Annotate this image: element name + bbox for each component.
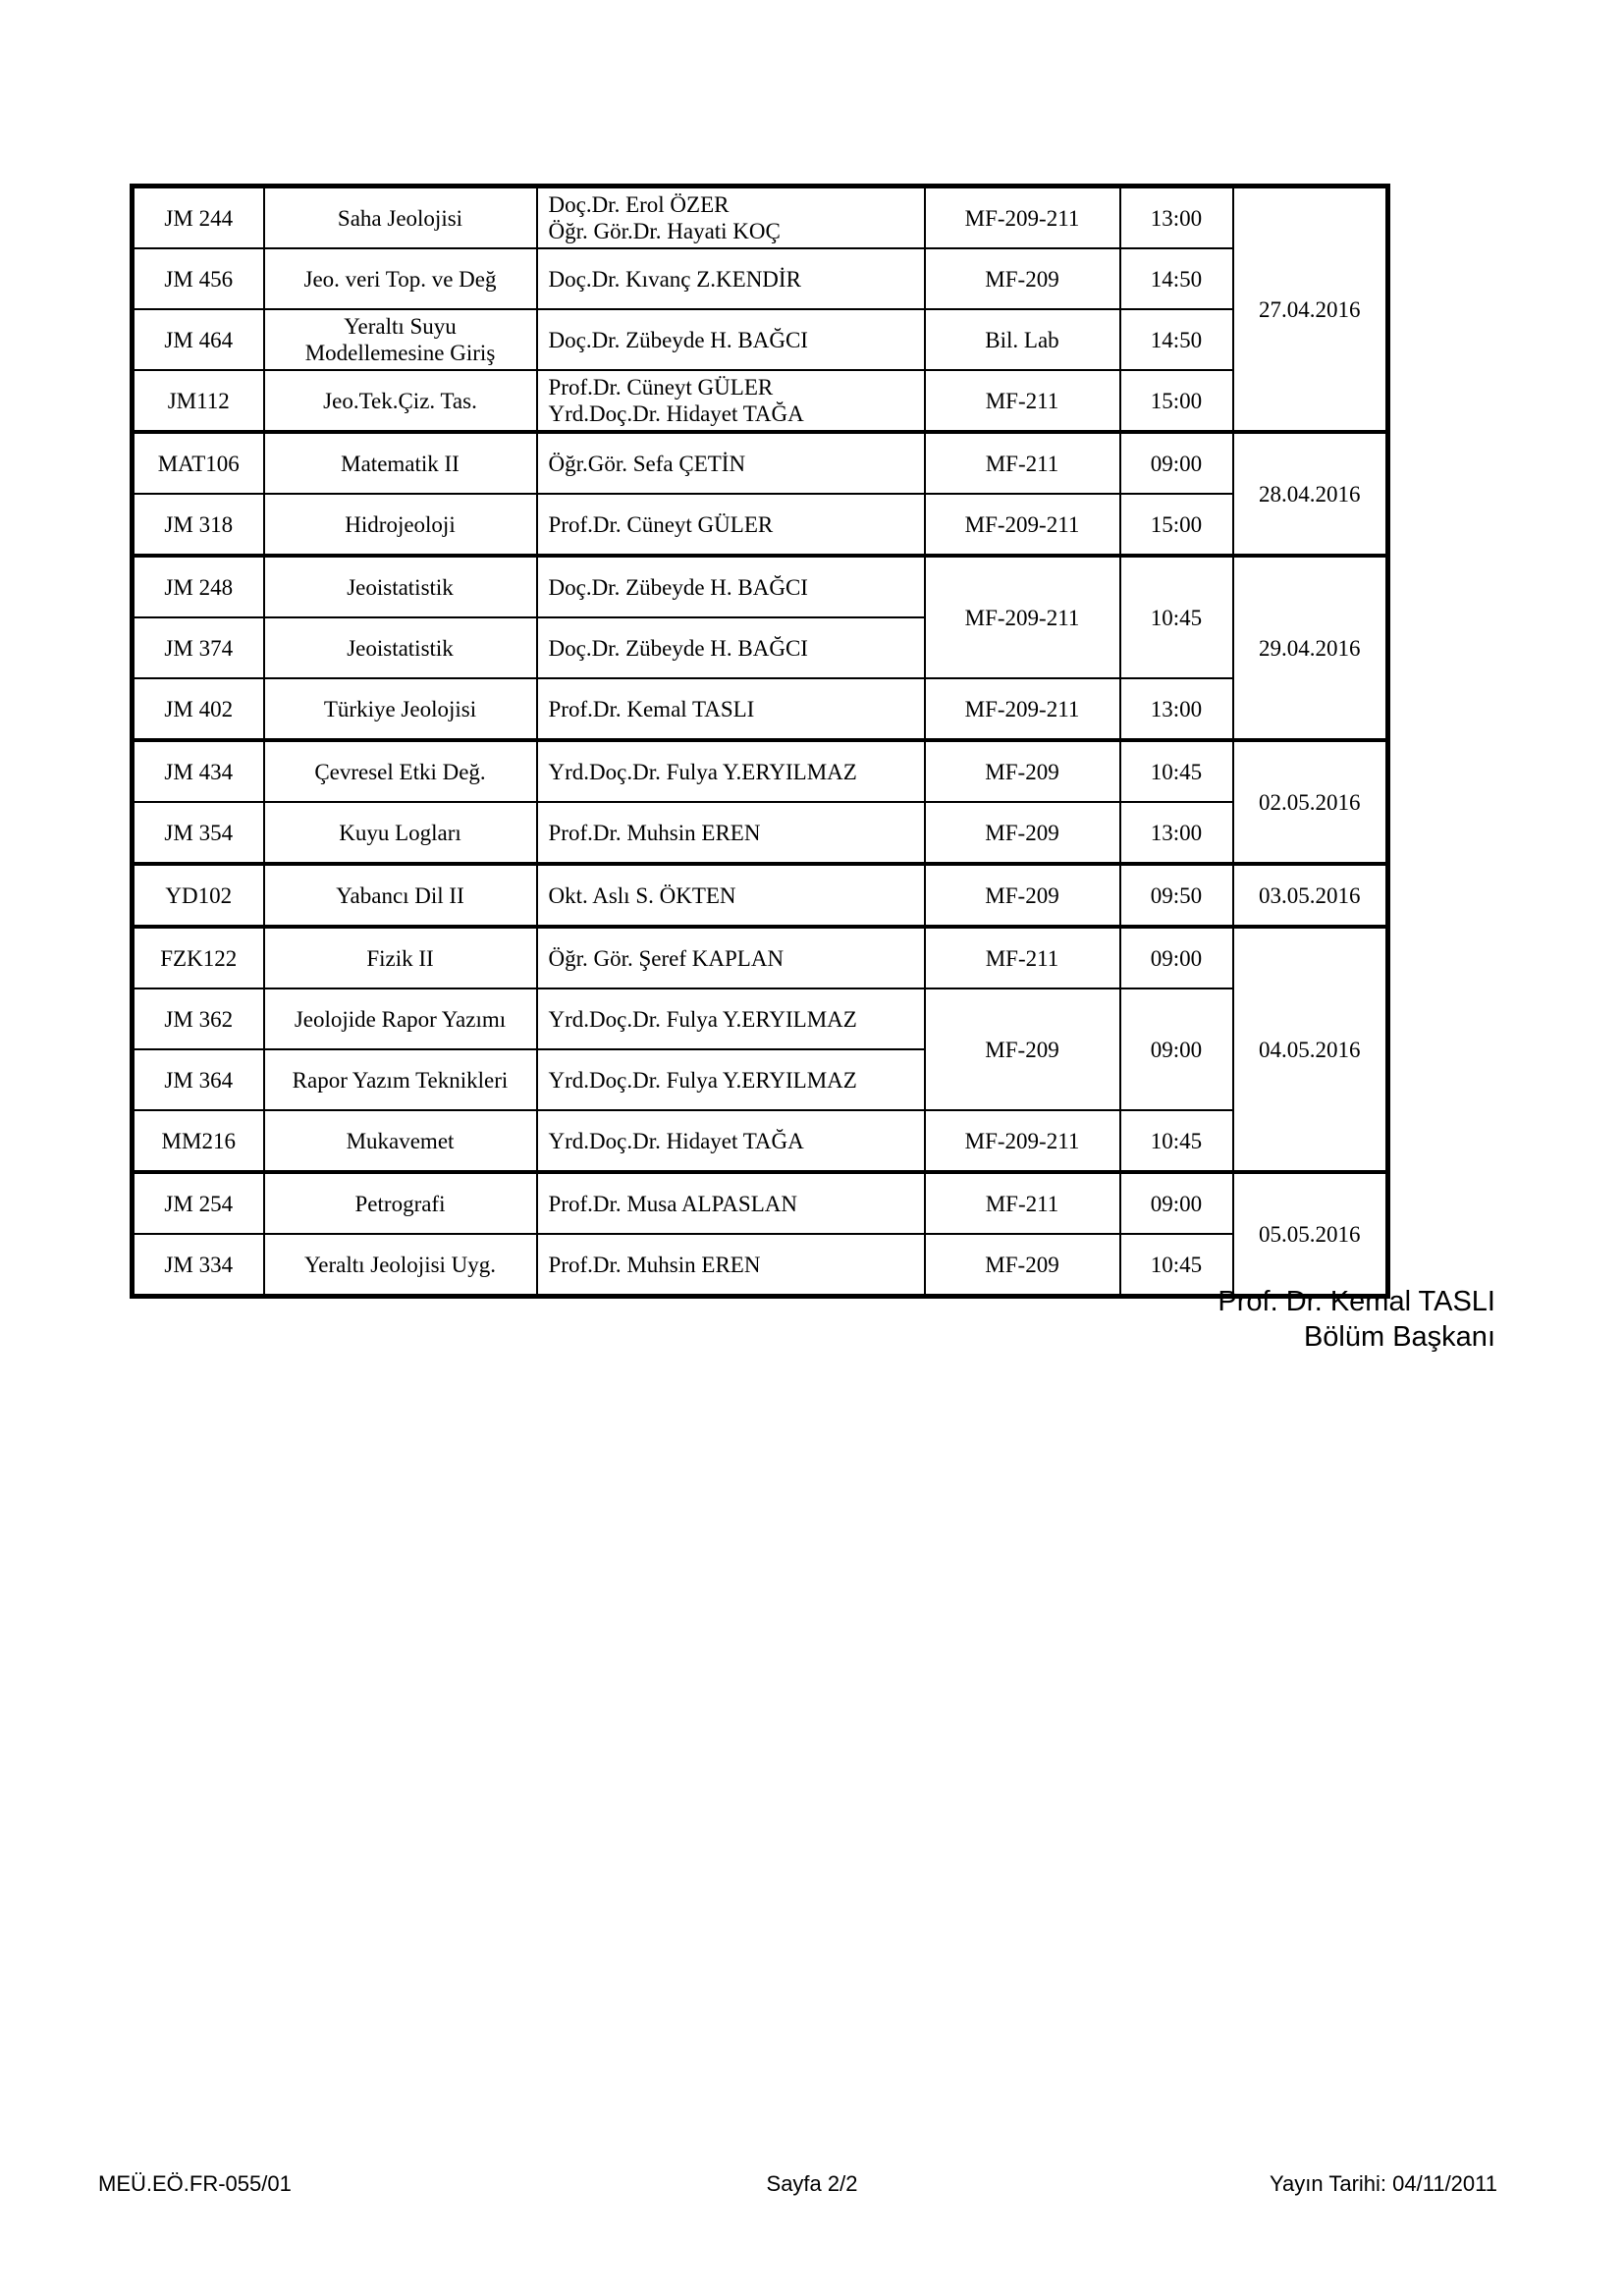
cell-course-name: Çevresel Etki Değ. <box>264 740 537 802</box>
cell-instructor: Yrd.Doç.Dr. Fulya Y.ERYILMAZ <box>537 740 925 802</box>
cell-course-code: FZK122 <box>133 927 264 988</box>
cell-instructor: Doç.Dr. Kıvanç Z.KENDİR <box>537 248 925 309</box>
cell-instructor: Doç.Dr. Zübeyde H. BAĞCI <box>537 309 925 370</box>
cell-time: 09:50 <box>1120 864 1233 927</box>
footer-publish-date: Yayın Tarihi: 04/11/2011 <box>1270 2171 1497 2196</box>
cell-course-name: Rapor Yazım Teknikleri <box>264 1049 537 1110</box>
page-footer <box>0 2171 1624 2201</box>
cell-course-code: JM 354 <box>133 802 264 864</box>
cell-course-code: MAT106 <box>133 432 264 494</box>
table-row <box>133 1234 1388 1297</box>
cell-date: 02.05.2016 <box>1233 740 1388 864</box>
cell-time: 10:45 <box>1120 1110 1233 1172</box>
cell-course-name: Jeo. veri Top. ve Değ <box>264 248 537 309</box>
cell-room: MF-211 <box>925 1172 1120 1234</box>
table-row <box>133 309 1388 370</box>
cell-room: MF-209 <box>925 740 1120 802</box>
cell-instructor: Prof.Dr. Cüneyt GÜLER <box>537 494 925 556</box>
cell-time: 14:50 <box>1120 248 1233 309</box>
cell-room: MF-211 <box>925 432 1120 494</box>
cell-instructor: Öğr. Gör. Şeref KAPLAN <box>537 927 925 988</box>
table-row <box>133 802 1388 864</box>
cell-room: MF-209-211 <box>925 678 1120 740</box>
table-row <box>133 187 1388 249</box>
cell-course-code: JM 434 <box>133 740 264 802</box>
cell-course-code: JM 464 <box>133 309 264 370</box>
cell-date: 27.04.2016 <box>1233 187 1388 433</box>
table-row <box>133 988 1388 1049</box>
cell-course-name: Kuyu Logları <box>264 802 537 864</box>
cell-time: 10:45 <box>1120 556 1233 678</box>
cell-instructor: Yrd.Doç.Dr. Hidayet TAĞA <box>537 1110 925 1172</box>
cell-course-name: Yeraltı Suyu Modellemesine Giriş <box>264 309 537 370</box>
cell-instructor: Doç.Dr. Zübeyde H. BAĞCI <box>537 617 925 678</box>
cell-room: MF-209-211 <box>925 556 1120 678</box>
cell-course-code: YD102 <box>133 864 264 927</box>
cell-course-code: JM 244 <box>133 187 264 249</box>
cell-time: 09:00 <box>1120 432 1233 494</box>
cell-course-code: JM 248 <box>133 556 264 617</box>
table-row <box>133 494 1388 556</box>
cell-course-name: Fizik II <box>264 927 537 988</box>
cell-date: 04.05.2016 <box>1233 927 1388 1172</box>
signature-name: Prof. Dr. Kemal TASLI <box>1218 1286 1495 1317</box>
cell-instructor: Yrd.Doç.Dr. Fulya Y.ERYILMAZ <box>537 988 925 1049</box>
table-row <box>133 927 1388 988</box>
cell-course-code: JM 318 <box>133 494 264 556</box>
cell-instructor: Öğr.Gör. Sefa ÇETİN <box>537 432 925 494</box>
cell-course-name: Matematik II <box>264 432 537 494</box>
cell-room: MF-209 <box>925 248 1120 309</box>
exam-schedule-table <box>130 184 1390 1299</box>
table-row <box>133 678 1388 740</box>
cell-room: MF-209-211 <box>925 1110 1120 1172</box>
cell-course-name: Türkiye Jeolojisi <box>264 678 537 740</box>
table-row <box>133 432 1388 494</box>
cell-instructor: Prof.Dr. Kemal TASLI <box>537 678 925 740</box>
cell-room: MF-209 <box>925 988 1120 1110</box>
cell-time: 15:00 <box>1120 494 1233 556</box>
cell-instructor: Doç.Dr. Zübeyde H. BAĞCI <box>537 556 925 617</box>
table-row <box>133 1110 1388 1172</box>
table-row <box>133 740 1388 802</box>
cell-course-name: Jeolojide Rapor Yazımı <box>264 988 537 1049</box>
cell-course-code: JM 374 <box>133 617 264 678</box>
cell-course-code: JM 254 <box>133 1172 264 1234</box>
cell-room: MF-211 <box>925 370 1120 432</box>
table-row <box>133 248 1388 309</box>
cell-instructor: Prof.Dr. Cüneyt GÜLER Yrd.Doç.Dr. Hidayet TAĞA <box>537 370 925 432</box>
cell-room: Bil. Lab <box>925 309 1120 370</box>
cell-course-name: Saha Jeolojisi <box>264 187 537 249</box>
cell-instructor: Prof.Dr. Muhsin EREN <box>537 802 925 864</box>
cell-date: 03.05.2016 <box>1233 864 1388 927</box>
cell-time: 09:00 <box>1120 988 1233 1110</box>
cell-course-name: Yabancı Dil II <box>264 864 537 927</box>
cell-course-name: Jeoistatistik <box>264 617 537 678</box>
cell-room: MF-209 <box>925 864 1120 927</box>
table-row <box>133 370 1388 432</box>
cell-room: MF-209-211 <box>925 187 1120 249</box>
cell-instructor: Prof.Dr. Muhsin EREN <box>537 1234 925 1297</box>
table-row <box>133 556 1388 617</box>
cell-course-name: Yeraltı Jeolojisi Uyg. <box>264 1234 537 1297</box>
cell-time: 09:00 <box>1120 1172 1233 1234</box>
signature-title: Bölüm Başkanı <box>1303 1321 1495 1353</box>
cell-course-code: JM 334 <box>133 1234 264 1297</box>
cell-course-name: Petrografi <box>264 1172 537 1234</box>
cell-room: MF-209 <box>925 1234 1120 1297</box>
cell-date: 29.04.2016 <box>1233 556 1388 740</box>
cell-course-code: JM 402 <box>133 678 264 740</box>
cell-room: MF-209-211 <box>925 494 1120 556</box>
cell-time: 13:00 <box>1120 678 1233 740</box>
cell-time: 09:00 <box>1120 927 1233 988</box>
cell-room: MF-209 <box>925 802 1120 864</box>
cell-instructor: Okt. Aslı S. ÖKTEN <box>537 864 925 927</box>
footer-document-code: MEÜ.EÖ.FR-055/01 <box>98 2171 292 2196</box>
cell-instructor: Doç.Dr. Erol ÖZER Öğr. Gör.Dr. Hayati KOÇ <box>537 187 925 249</box>
signature-block <box>1218 1284 1495 1355</box>
cell-course-code: MM216 <box>133 1110 264 1172</box>
cell-time: 13:00 <box>1120 802 1233 864</box>
cell-course-code: JM112 <box>133 370 264 432</box>
cell-course-code: JM 362 <box>133 988 264 1049</box>
cell-course-name: Jeo.Tek.Çiz. Tas. <box>264 370 537 432</box>
cell-course-code: JM 456 <box>133 248 264 309</box>
cell-instructor: Prof.Dr. Musa ALPASLAN <box>537 1172 925 1234</box>
cell-course-name: Jeoistatistik <box>264 556 537 617</box>
cell-time: 15:00 <box>1120 370 1233 432</box>
footer-page-number: Sayfa 2/2 <box>766 2171 858 2196</box>
cell-time: 10:45 <box>1120 740 1233 802</box>
cell-date: 28.04.2016 <box>1233 432 1388 556</box>
cell-course-code: JM 364 <box>133 1049 264 1110</box>
cell-course-name: Hidrojeoloji <box>264 494 537 556</box>
cell-date: 05.05.2016 <box>1233 1172 1388 1297</box>
table-row <box>133 864 1388 927</box>
table-row <box>133 1172 1388 1234</box>
exam-table-body <box>133 187 1388 1297</box>
cell-course-name: Mukavemet <box>264 1110 537 1172</box>
cell-time: 13:00 <box>1120 187 1233 249</box>
cell-time: 10:45 <box>1120 1234 1233 1297</box>
cell-time: 14:50 <box>1120 309 1233 370</box>
cell-instructor: Yrd.Doç.Dr. Fulya Y.ERYILMAZ <box>537 1049 925 1110</box>
cell-room: MF-211 <box>925 927 1120 988</box>
